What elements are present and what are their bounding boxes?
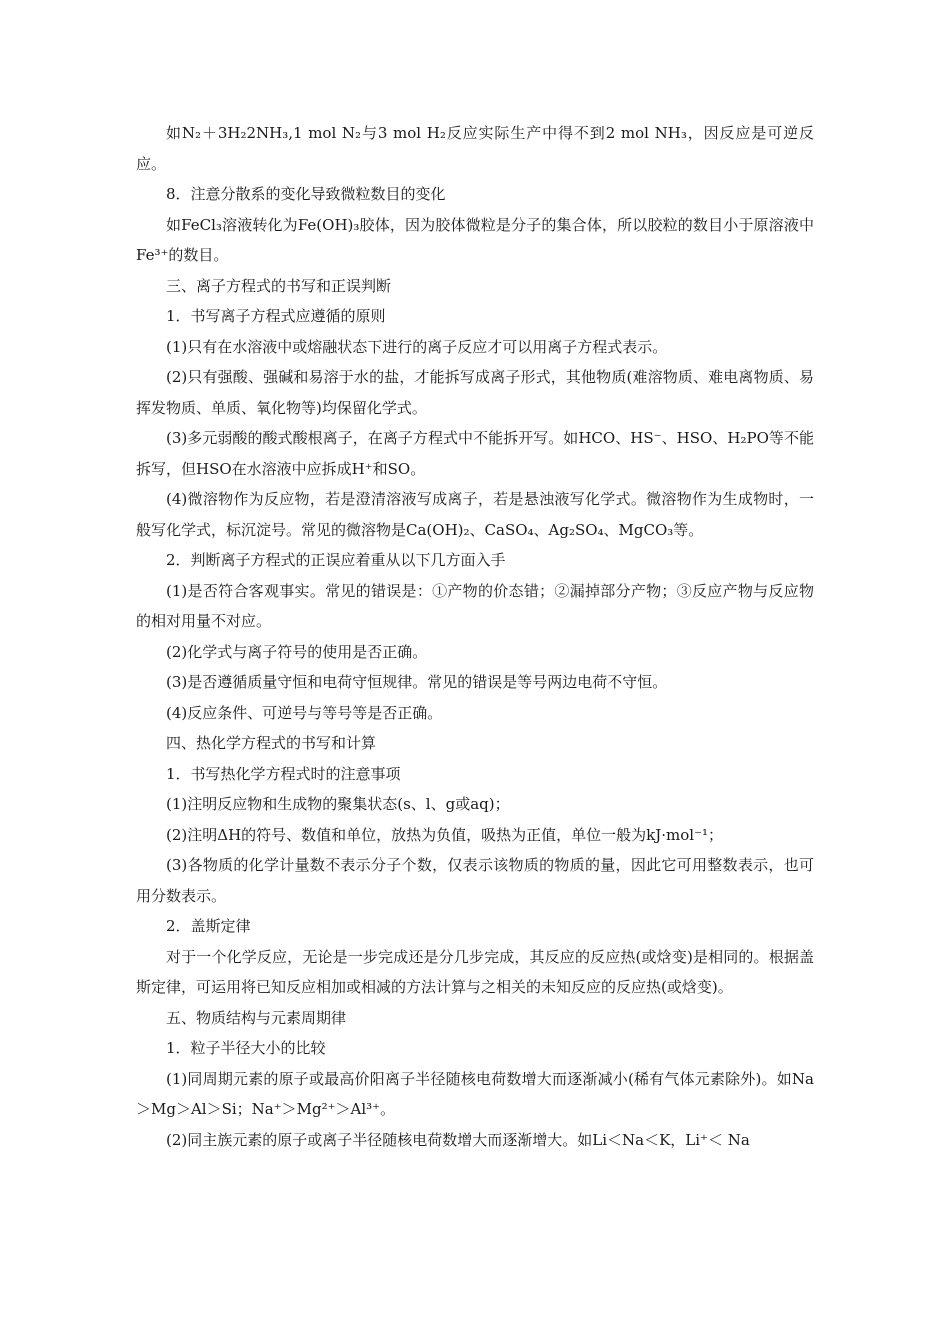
paragraph-21: 对于一个化学反应，无论是一步完成还是分几步完成，其反应的反应热(或焓变)是相同的。根据盖斯定律，可运用将已知反应相加或相减的方法计算与之相关的未知反应的反应热(或焓变)。 bbox=[136, 947, 814, 996]
paragraph-2: 8．注意分散系的变化导致微粒数目的变化 bbox=[166, 185, 446, 203]
paragraph-12: (2)化学式与离子符号的使用是否正确。 bbox=[166, 642, 428, 661]
subheading-5-1: 1．粒子半径大小的比较 bbox=[166, 1039, 326, 1057]
section-heading-4: 四、热化学方程式的书写和计算 bbox=[166, 734, 377, 752]
paragraph-9: (4)微溶物作为反应物，若是澄清溶液写成离子，若是悬浊液写化学式。微溶物作为生成物时，一般写化学式，标沉淀号。常见的微溶物是Ca(OH)₂、CaSO₄、Ag₂SO₄、MgCO₃等。 bbox=[136, 490, 814, 539]
paragraph-3: 如FeCl₃溶液转化为Fe(OH)₃胶体，因为胶体微粒是分子的集合体，所以胶粒的数目小于原溶液中Fe³⁺的数目。 bbox=[136, 215, 814, 264]
paragraph-11: (1)是否符合客观事实。常见的错误是：①产物的价态错；②漏掉部分产物；③反应产物与反应物的相对用量不对应。 bbox=[136, 581, 814, 630]
section-heading-5: 五、物质结构与元素周期律 bbox=[166, 1008, 347, 1027]
paragraph-24: (1)同周期元素的原子或最高价阳离子半径随核电荷数增大而逐渐减小(稀有气体元素除外)。如Na＞Mg＞Al＞Si；Na⁺＞Mg²⁺＞Al³⁺。 bbox=[136, 1069, 814, 1118]
subheading-3-1: 1．书写离子方程式应遵循的原则 bbox=[166, 307, 386, 325]
paragraph-19: (3)各物质的化学计量数不表示分子个数，仅表示该物质的物质的量，因此它可用整数表示，也可用分数表示。 bbox=[136, 856, 814, 905]
paragraph-13: (3)是否遵循质量守恒和电荷守恒规律。常见的错误是等号两边电荷不守恒。 bbox=[166, 673, 668, 691]
paragraph-18: (2)注明ΔH的符号、数值和单位，放热为负值，吸热为正值，单位一般为kJ·mol⁻¹； bbox=[166, 825, 724, 844]
paragraph-1: 如N₂＋3H₂2NH₃,1 mol N₂与3 mol H₂反应实际生产中得不到2 mol NH₃，因反应是可逆反应。 bbox=[136, 124, 814, 173]
document-body bbox=[136, 118, 814, 1155]
section-heading-3: 三、离子方程式的书写和正误判断 bbox=[166, 276, 392, 295]
subheading-3-2: 2．判断离子方程式的正误应着重从以下几方面入手 bbox=[166, 551, 506, 569]
paragraph-25: (2)同主族元素的原子或离子半径随核电荷数增大而逐渐增大。如Li＜Na＜K，Li⁺＜ Na bbox=[166, 1130, 750, 1149]
paragraph-7: (2)只有强酸、强碱和易溶于水的盐，才能拆写成离子形式，其他物质(难溶物质、难电离物质、易挥发物质、单质、氧化物等)均保留化学式。 bbox=[136, 368, 814, 417]
paragraph-17: (1)注明反应物和生成物的聚集状态(s、l、g或aq)； bbox=[166, 795, 510, 813]
paragraph-8: (3)多元弱酸的酸式酸根离子，在离子方程式中不能拆开写。如HCO、HS⁻、HSO、H₂PO等不能拆写，但HSO在水溶液中应拆成H⁺和SO。 bbox=[136, 429, 814, 478]
subheading-4-1: 1．书写热化学方程式时的注意事项 bbox=[166, 764, 401, 783]
paragraph-14: (4)反应条件、可逆号与等号等是否正确。 bbox=[166, 703, 443, 722]
paragraph-6: (1)只有在水溶液中或熔融状态下进行的离子反应才可以用离子方程式表示。 bbox=[166, 337, 668, 356]
subheading-4-2: 2．盖斯定律 bbox=[166, 917, 251, 935]
